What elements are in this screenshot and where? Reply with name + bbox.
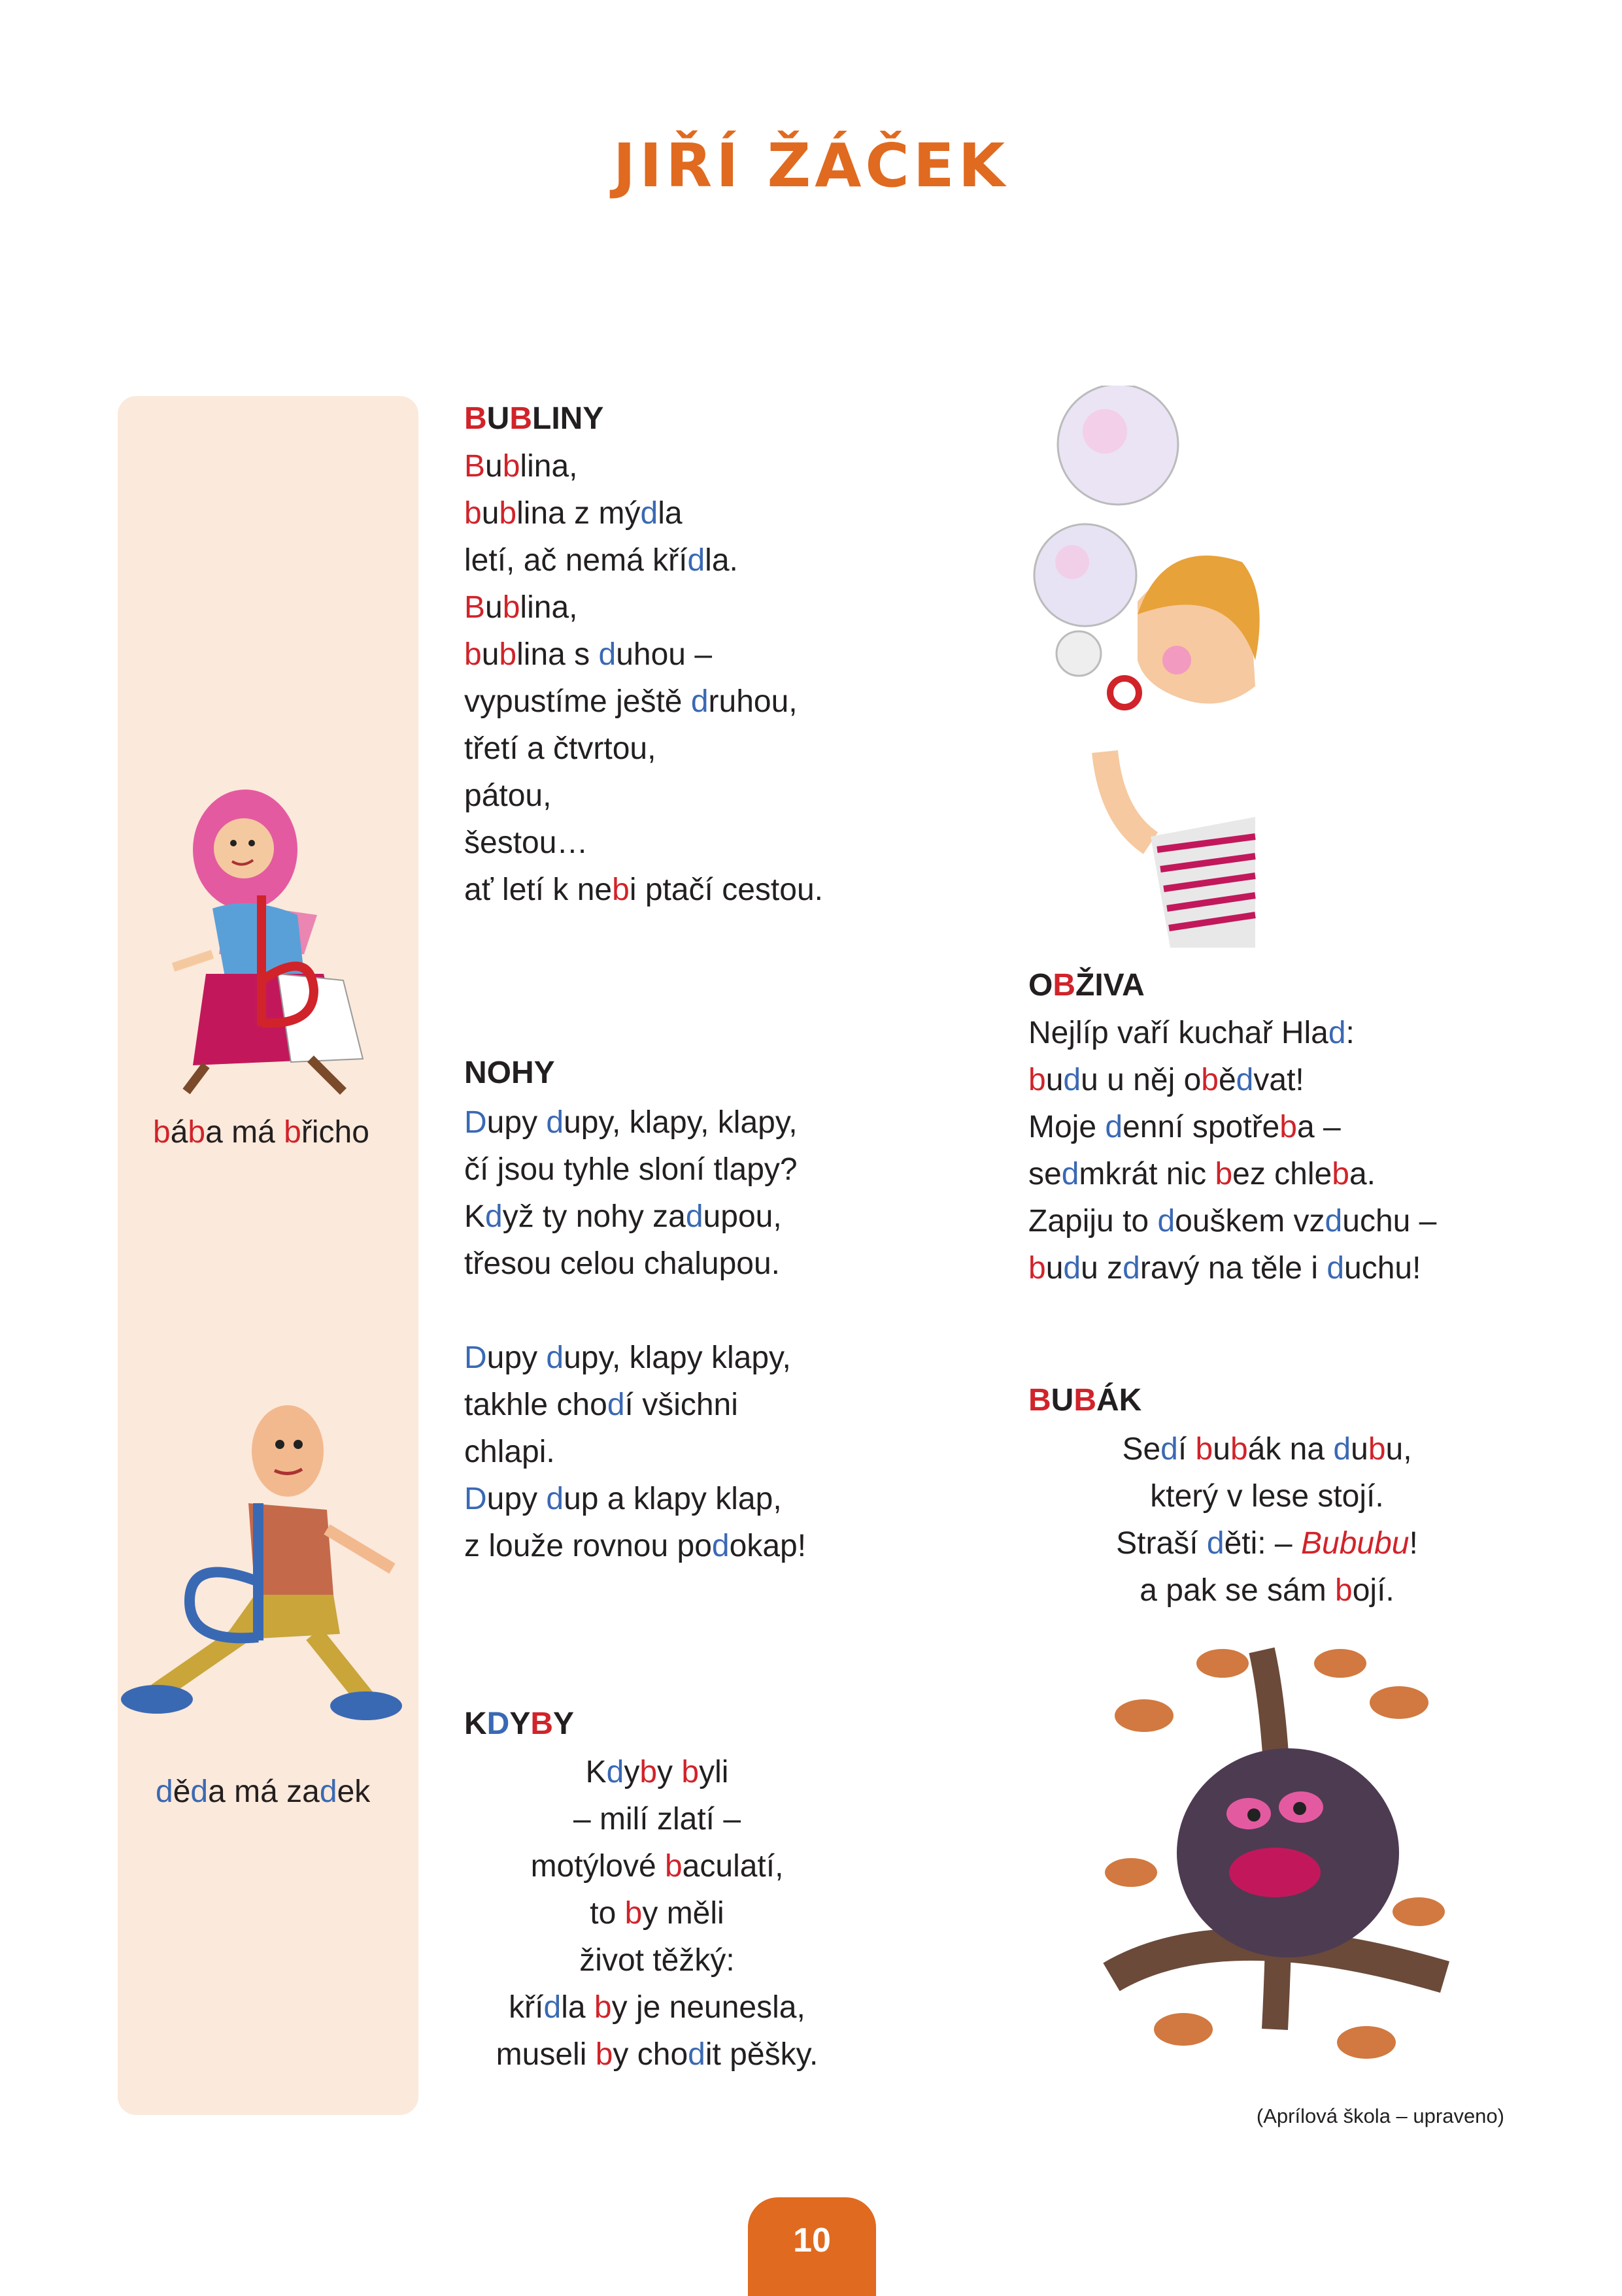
poem-line: museli by chodit pěšky. [496, 2037, 819, 2072]
poem-line: život těžký: [579, 1943, 735, 1978]
boy-blowing-bubbles-illustration [1020, 386, 1268, 948]
poem-kdyby [458, 1749, 856, 2078]
poem-title-bubak [1028, 1382, 1141, 1418]
poem-line: budu zdravý na těle i duchu! [1028, 1251, 1421, 1286]
bubliny-title-text: BUBLINY [464, 401, 604, 436]
poem-line: který v lese stojí. [1150, 1479, 1384, 1514]
poem-line: Dupy dupy, klapy klapy, [464, 1340, 791, 1375]
caption-baba-text: bába má břicho [153, 1115, 369, 1150]
poem-nohy [464, 1099, 806, 1570]
poem-line: Dupy dup a klapy klap, [464, 1482, 782, 1516]
poem-line [464, 1288, 806, 1335]
poem-line: pátou, [464, 778, 552, 813]
poem-line: sedmkrát nic bez chleba. [1028, 1157, 1376, 1191]
grandmother-letter-b-illustration [147, 765, 415, 1105]
poem-line: Bublina, [464, 449, 578, 484]
caption-deda [156, 1774, 370, 1810]
poem-obziva [1028, 1010, 1436, 1292]
bubak-title-text: BUBÁK [1028, 1383, 1142, 1418]
bogeyman-in-oak-tree-illustration [1092, 1637, 1458, 2069]
poem-line: ať letí k nebi ptačí cestou. [464, 873, 823, 907]
poem-title-obziva [1028, 967, 1145, 1003]
poem-title-nohy [464, 1055, 555, 1091]
poem-line: a pak se sám bojí. [1140, 1573, 1394, 1608]
poem-line: to by měli [590, 1896, 724, 1931]
poem-line: z louže rovnou podokap! [464, 1529, 807, 1563]
poem-bubak [1028, 1426, 1506, 1614]
poem-line: třetí a čtvrtou, [464, 731, 656, 766]
poem-line: – milí zlatí – [573, 1802, 741, 1837]
poem-line: budu u něj obědvat! [1028, 1063, 1304, 1097]
grandfather-letter-d-illustration [118, 1386, 425, 1745]
caption-deda-text: děda má zadek [156, 1774, 371, 1809]
obziva-title-text: OBŽIVA [1028, 968, 1145, 1003]
poem-line: třesou celou chalupou. [464, 1246, 780, 1281]
poem-line: motýlové baculatí, [530, 1849, 784, 1884]
poem-line: vypustíme ještě druhou, [464, 684, 798, 719]
poem-line: bublina z mýdla [464, 496, 683, 531]
poem-line: Sedí bubák na dubu, [1122, 1432, 1412, 1467]
poem-line: Kdyby byli [585, 1755, 729, 1789]
poem-line: Moje denní spotřeba – [1028, 1110, 1341, 1144]
poem-line: Straší děti: – Bububu! [1116, 1526, 1418, 1561]
poem-line: Bublina, [464, 590, 578, 625]
kdyby-title-text: KDYBY [464, 1706, 575, 1741]
poem-line: letí, ač nemá křídla. [464, 543, 738, 578]
caption-baba [153, 1114, 369, 1150]
letter-sidebar [118, 396, 418, 2115]
poem-line: křídla by je neunesla, [509, 1990, 805, 2025]
poem-line: Dupy dupy, klapy, klapy, [464, 1105, 798, 1140]
poem-line: takhle chodí všichni [464, 1388, 738, 1422]
source-note: (Aprílová škola – upraveno) [1256, 2105, 1504, 2127]
poem-line: Zapiju to douškem vzduchu – [1028, 1204, 1437, 1239]
nohy-title-text: NOHY [464, 1056, 555, 1090]
poem-line: čí jsou tyhle sloní tlapy? [464, 1152, 798, 1187]
page-title: JIŘÍ ŽÁČEK [613, 131, 1009, 201]
poem-line: Nejlíp vaří kuchař Hlad: [1028, 1016, 1355, 1050]
page-number: 10 [748, 2197, 876, 2296]
poem-line: šestou… [464, 825, 588, 860]
poem-title-kdyby [464, 1706, 574, 1742]
poem-line: bublina s duhou – [464, 637, 713, 672]
poem-bubliny [464, 443, 823, 914]
poem-line: chlapi. [464, 1435, 555, 1469]
poem-line: Když ty nohy zadupou, [464, 1199, 782, 1234]
poem-title-bubliny [464, 401, 603, 437]
